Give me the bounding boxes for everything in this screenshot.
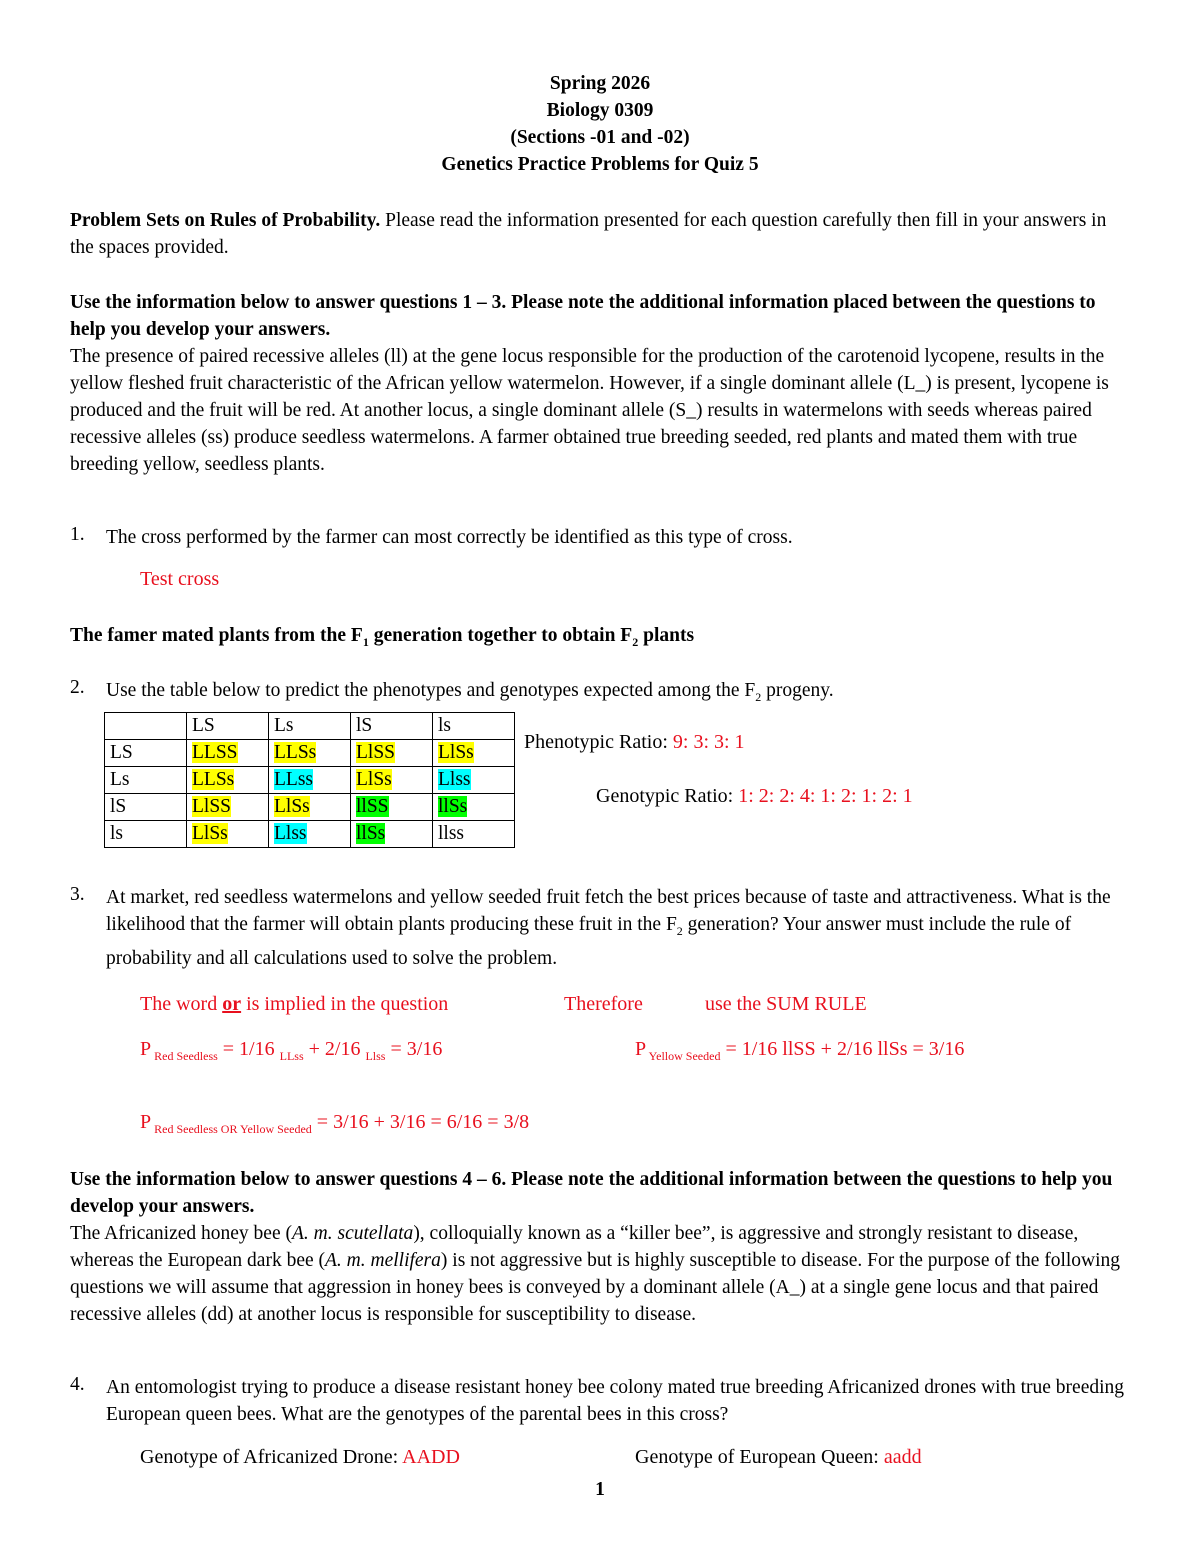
punnett-cell bbox=[269, 794, 351, 821]
phenotypic-ratio-value: 9: 3: 3: 1 bbox=[672, 731, 745, 753]
punnett-cell-value: Llss bbox=[274, 823, 307, 844]
drone-genotype-value: AADD bbox=[402, 1446, 460, 1468]
q3-answer-rule-hint bbox=[140, 993, 448, 1016]
punnett-cell bbox=[351, 740, 433, 767]
page-number: 1 bbox=[595, 1479, 605, 1500]
q3-answer-therefore: Therefore bbox=[564, 993, 643, 1015]
punnett-cell-value: LLss bbox=[274, 769, 313, 790]
q3-prob-yellow-seeded bbox=[635, 1038, 964, 1064]
punnett-row bbox=[105, 794, 515, 821]
q3-number: 3. bbox=[70, 884, 85, 905]
punnett-col-header: Ls bbox=[269, 713, 351, 740]
punnett-corner bbox=[105, 713, 187, 740]
punnett-cell-value: LLSs bbox=[274, 742, 317, 763]
section2-part: The Africanized honey bee ( bbox=[70, 1223, 292, 1244]
punnett-col-header: lS bbox=[351, 713, 433, 740]
prob-part: = 1/16 bbox=[217, 1038, 280, 1060]
punnett-row bbox=[105, 821, 515, 848]
punnett-cell bbox=[351, 821, 433, 848]
genotypic-ratio-label: Genotypic Ratio: bbox=[596, 785, 739, 807]
q2-text-pre: Use the table below to predict the phenotypes and genotypes expected among the F bbox=[106, 680, 756, 701]
punnett-row bbox=[105, 740, 515, 767]
prob-part: + 2/16 bbox=[303, 1038, 366, 1060]
prob-part: = 3/16 bbox=[385, 1038, 443, 1060]
section1-heading: Use the information below to answer questions 1 – 3. Please note the additional information placed between the questions to help you develop your answers. bbox=[70, 292, 1096, 340]
punnett-row bbox=[105, 767, 515, 794]
punnett-cell bbox=[351, 767, 433, 794]
punnett-cell-value: llSS bbox=[356, 796, 389, 817]
prob-symbol: P bbox=[140, 1038, 152, 1060]
section2-heading: Use the information below to answer questions 4 – 6. Please note the additional information between the questions to help you develop your answers. bbox=[70, 1169, 1113, 1217]
section1-body: The presence of paired recessive alleles (ll) at the gene locus responsible for the production of the carotenoid lycopene, results in the yellow fleshed fruit characteristic of the African yellow watermelon. However, if a single dominant allele (L_) is present, lycopene is produced and the fruit will be red. At another locus, a single dominant allele (S_) results in watermelons with seeds whereas paired recessive alleles (ss) produce seedless watermelons. A farmer obtained true breeding seeded, red plants and mated them with true breeding yellow, seedless plants. bbox=[70, 346, 1109, 475]
phenotypic-ratio-label: Phenotypic Ratio: bbox=[524, 731, 673, 753]
punnett-cell-value: LlSs bbox=[274, 796, 310, 817]
genotypic-ratio bbox=[596, 785, 913, 808]
punnett-cell-value: LlSs bbox=[438, 742, 474, 763]
punnett-cell bbox=[187, 821, 269, 848]
punnett-row-header: Ls bbox=[105, 767, 187, 794]
q1-answer: Test cross bbox=[140, 568, 220, 590]
q2-text-sub: 2 bbox=[755, 689, 762, 704]
q3-text-pre: At market, red seedless watermelons and yellow seeded fruit fetch the best prices because of taste and attractiveness. What is the likelihood that the farmer will obtain plants producing these fruit in the F bbox=[106, 887, 1111, 935]
q3-text-sub: 2 bbox=[676, 923, 683, 938]
q3-answer-sum-rule: use the SUM RULE bbox=[705, 993, 867, 1015]
punnett-cell bbox=[187, 740, 269, 767]
prob-symbol: P bbox=[635, 1038, 647, 1060]
species-name: A. m. mellifera bbox=[325, 1250, 441, 1271]
punnett-cell bbox=[269, 740, 351, 767]
punnett-row-header: LS bbox=[105, 740, 187, 767]
punnett-cell-value: llSs bbox=[438, 796, 468, 817]
q1-number: 1. bbox=[70, 524, 85, 545]
punnett-cell bbox=[269, 821, 351, 848]
prob-symbol: P bbox=[140, 1111, 152, 1133]
prob-subscript: Llss bbox=[365, 1049, 386, 1063]
punnett-cell-value: LlSS bbox=[356, 742, 396, 763]
f2-note-pre: The famer mated plants from the F bbox=[70, 625, 363, 646]
prob-subscript: Yellow Seeded bbox=[646, 1049, 721, 1063]
title-quiz: Genetics Practice Problems for Quiz 5 bbox=[441, 154, 759, 175]
punnett-cell bbox=[269, 767, 351, 794]
punnett-cell-value: LlSs bbox=[356, 769, 392, 790]
f2-note-sub1: 1 bbox=[362, 634, 369, 649]
section2-body bbox=[70, 1220, 1130, 1328]
q1-text: The cross performed by the farmer can most correctly be identified as this type of cross. bbox=[106, 527, 793, 548]
q2-text bbox=[106, 677, 1136, 711]
intro-bold: Problem Sets on Rules of Probability. bbox=[70, 210, 381, 231]
genotypic-ratio-value: 1: 2: 2: 4: 1: 2: 1: 2: 1 bbox=[738, 785, 913, 807]
q3-answer-or: or bbox=[222, 993, 242, 1015]
punnett-cell-value: LLSS bbox=[192, 742, 238, 763]
title-semester: Spring 2026 bbox=[549, 73, 651, 94]
q4-number: 4. bbox=[70, 1374, 85, 1395]
punnett-cell bbox=[187, 794, 269, 821]
punnett-cell-value: llss bbox=[438, 823, 465, 844]
intro-paragraph bbox=[70, 207, 1130, 261]
punnett-row-header: ls bbox=[105, 821, 187, 848]
punnett-col-header: LS bbox=[187, 713, 269, 740]
q2-text-post: progeny. bbox=[761, 680, 834, 701]
q3-answer-part: The word bbox=[140, 993, 223, 1015]
species-name: A. m. scutellata bbox=[291, 1223, 414, 1244]
punnett-row-header: lS bbox=[105, 794, 187, 821]
queen-genotype-value: aadd bbox=[883, 1446, 922, 1468]
prob-subscript: Red Seedless bbox=[151, 1049, 218, 1063]
punnett-cell bbox=[187, 767, 269, 794]
title-course: Biology 0309 bbox=[546, 100, 654, 121]
punnett-cell-value: Llss bbox=[438, 769, 471, 790]
punnett-cell-value: LlSs bbox=[192, 823, 228, 844]
q2-number: 2. bbox=[70, 677, 85, 698]
f2-note-mid: generation together to obtain F bbox=[368, 625, 633, 646]
phenotypic-ratio bbox=[524, 731, 745, 754]
punnett-cell-value: LlSS bbox=[192, 796, 232, 817]
intro-text: Please read the information presented for each question carefully then fill in your answers in the spaces provided. bbox=[70, 210, 1107, 258]
punnett-header-row bbox=[105, 713, 515, 740]
punnett-cell-value: llSs bbox=[356, 823, 386, 844]
f2-note bbox=[70, 622, 1130, 656]
prob-subscript: Red Seedless OR Yellow Seeded bbox=[151, 1122, 312, 1136]
prob-part: = 3/16 + 3/16 = 6/16 = 3/8 bbox=[311, 1111, 530, 1133]
drone-genotype bbox=[140, 1446, 460, 1469]
q3-prob-red-seedless bbox=[140, 1038, 442, 1064]
punnett-cell bbox=[433, 740, 515, 767]
prob-subscript: LLss bbox=[279, 1049, 304, 1063]
f2-note-sub2: 2 bbox=[632, 634, 639, 649]
queen-genotype bbox=[635, 1446, 922, 1469]
punnett-cell bbox=[351, 794, 433, 821]
punnett-col-header: ls bbox=[433, 713, 515, 740]
q4-text: An entomologist trying to produce a disease resistant honey bee colony mated true breeding Africanized drones with true breeding European queen bees. What are the genotypes of the parental bees in this cross? bbox=[106, 1377, 1125, 1425]
section2-part: ), colloquially known as a “killer bee”, is aggressive and strongly resistant to disease, whereas the European dark bee ( bbox=[70, 1223, 1079, 1271]
drone-genotype-label: Genotype of Africanized Drone: bbox=[140, 1446, 403, 1468]
f2-note-post: plants bbox=[638, 625, 695, 646]
title-sections: (Sections -01 and -02) bbox=[510, 127, 690, 148]
q3-text-post: generation? Your answer must include the rule of probability and all calculations used to solve the problem. bbox=[106, 914, 1072, 969]
prob-part: = 1/16 llSS + 2/16 llSs = 3/16 bbox=[720, 1038, 965, 1060]
punnett-cell bbox=[433, 794, 515, 821]
punnett-cell-value: LLSs bbox=[192, 769, 235, 790]
q3-prob-combined bbox=[140, 1111, 529, 1137]
q3-answer-part: is implied in the question bbox=[241, 993, 449, 1015]
q3-text bbox=[106, 884, 1136, 972]
punnett-cell bbox=[433, 767, 515, 794]
punnett-cell bbox=[433, 821, 515, 848]
punnett-square bbox=[104, 712, 515, 848]
queen-genotype-label: Genotype of European Queen: bbox=[635, 1446, 884, 1468]
section2-part: ) is not aggressive but is highly susceptible to disease. For the purpose of the following questions we will assume that aggression in honey bees is conveyed by a dominant allele (A_) at a single gene locus and that paired recessive alleles (dd) at another locus is responsible for susceptibility to disease. bbox=[70, 1250, 1121, 1325]
